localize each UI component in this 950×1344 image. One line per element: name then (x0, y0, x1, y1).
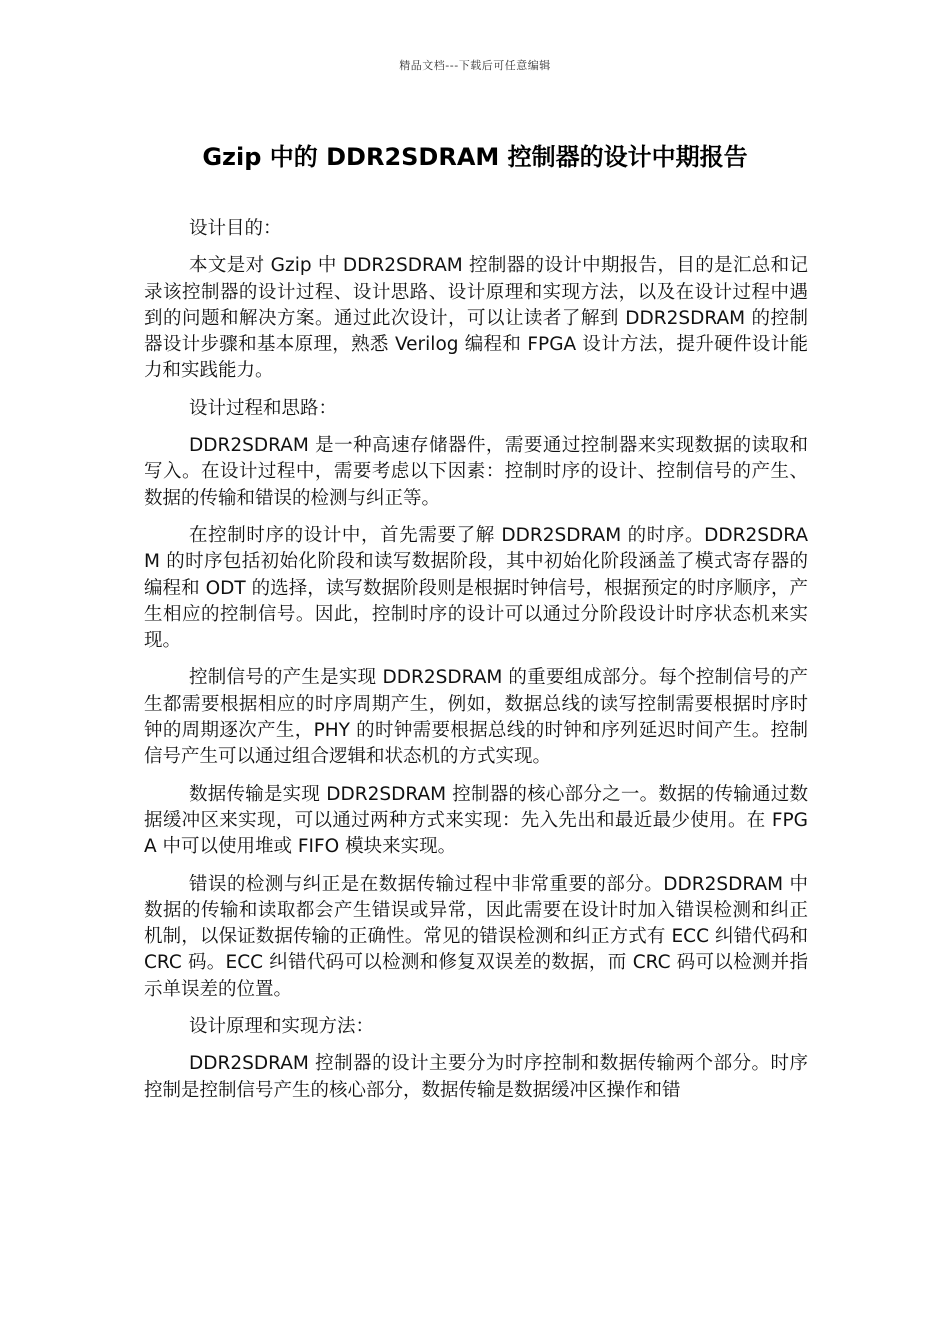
paragraph-principle: DDR2SDRAM 控制器的设计主要分为时序控制和数据传输两个部分。时序控制是控制信号产生的核心部分，数据传输是数据缓冲区操作和错 (144, 1053, 808, 1101)
page-header-note: 精品文档---下载后可任意编辑 (399, 59, 551, 72)
section-heading-principle: 设计原理和实现方法： (189, 1016, 375, 1038)
section-heading-purpose: 设计目的： (189, 218, 282, 239)
paragraph-control-signals: 控制信号的产生是实现 DDR2SDRAM 的重要组成部分。每个控制信号的产生都需要根据相应的时序周期产生，例如，数据总线的读写控制需要根据时序时钟的周期逐次产生，PHY 的时钟需要根据总线的时钟和序列延迟时间产生。控制信号产生可以通过组合逻辑和状态机的方式实现。 (144, 667, 808, 768)
paragraph-data-transfer: 数据传输是实现 DDR2SDRAM 控制器的核心部分之一。数据的传输通过数据缓冲区来实现，可以通过两种方式来实现：先入先出和最近最少使用。在 FPGA 中可以使用堆或 FIFO 模块来实现。 (144, 783, 808, 858)
paragraph-intro: 本文是对 Gzip 中 DDR2SDRAM 控制器的设计中期报告，目的是汇总和记录该控制器的设计过程、设计思路、设计原理和实现方法，以及在设计过程中遇到的问题和解决方案。通过此次设计，可以让读者了解到 DDR2SDRAM 的控制器设计步骤和基本原理，熟悉 Verilog 编程和 FPGA 设计方法，提升硬件设计能力和实践能力。 (144, 255, 808, 382)
paragraph-timing: 在控制时序的设计中，首先需要了解 DDR2SDRAM 的时序。DDR2SDRAM 的时序包括初始化阶段和读写数据阶段，其中初始化阶段涵盖了模式寄存器的编程和 ODT 的选择，读写数据阶段则是根据时钟信号，根据预定的时序顺序，产生相应的控制信号。因此，控制时序的设计可以通过分阶段设计时序状态机来实现。 (144, 524, 808, 652)
section-heading-process: 设计过程和思路： (189, 397, 338, 419)
paragraph-error-detection: 错误的检测与纠正是在数据传输过程中非常重要的部分。DDR2SDRAM 中数据的传输和读取都会产生错误或异常，因此需要在设计时加入错误检测和纠正机制，以保证数据传输的正确性。常见的错误检测和纠正方式有 ECC 纠错代码和 CRC 码。ECC 纠错代码可以检测和修复双误差的数据，而 CRC 码可以检测并指示单误差的位置。 (144, 873, 808, 1000)
document-body (144, 216, 808, 1115)
document-title: Gzip 中的 DDR2SDRAM 控制器的设计中期报告 (202, 143, 748, 171)
paragraph-overview: DDR2SDRAM 是一种高速存储器件，需要通过控制器来实现数据的读取和写入。在设计过程中，需要考虑以下因素：控制时序的设计、控制信号的产生、数据的传输和错误的检测与纠正等。 (144, 435, 808, 509)
